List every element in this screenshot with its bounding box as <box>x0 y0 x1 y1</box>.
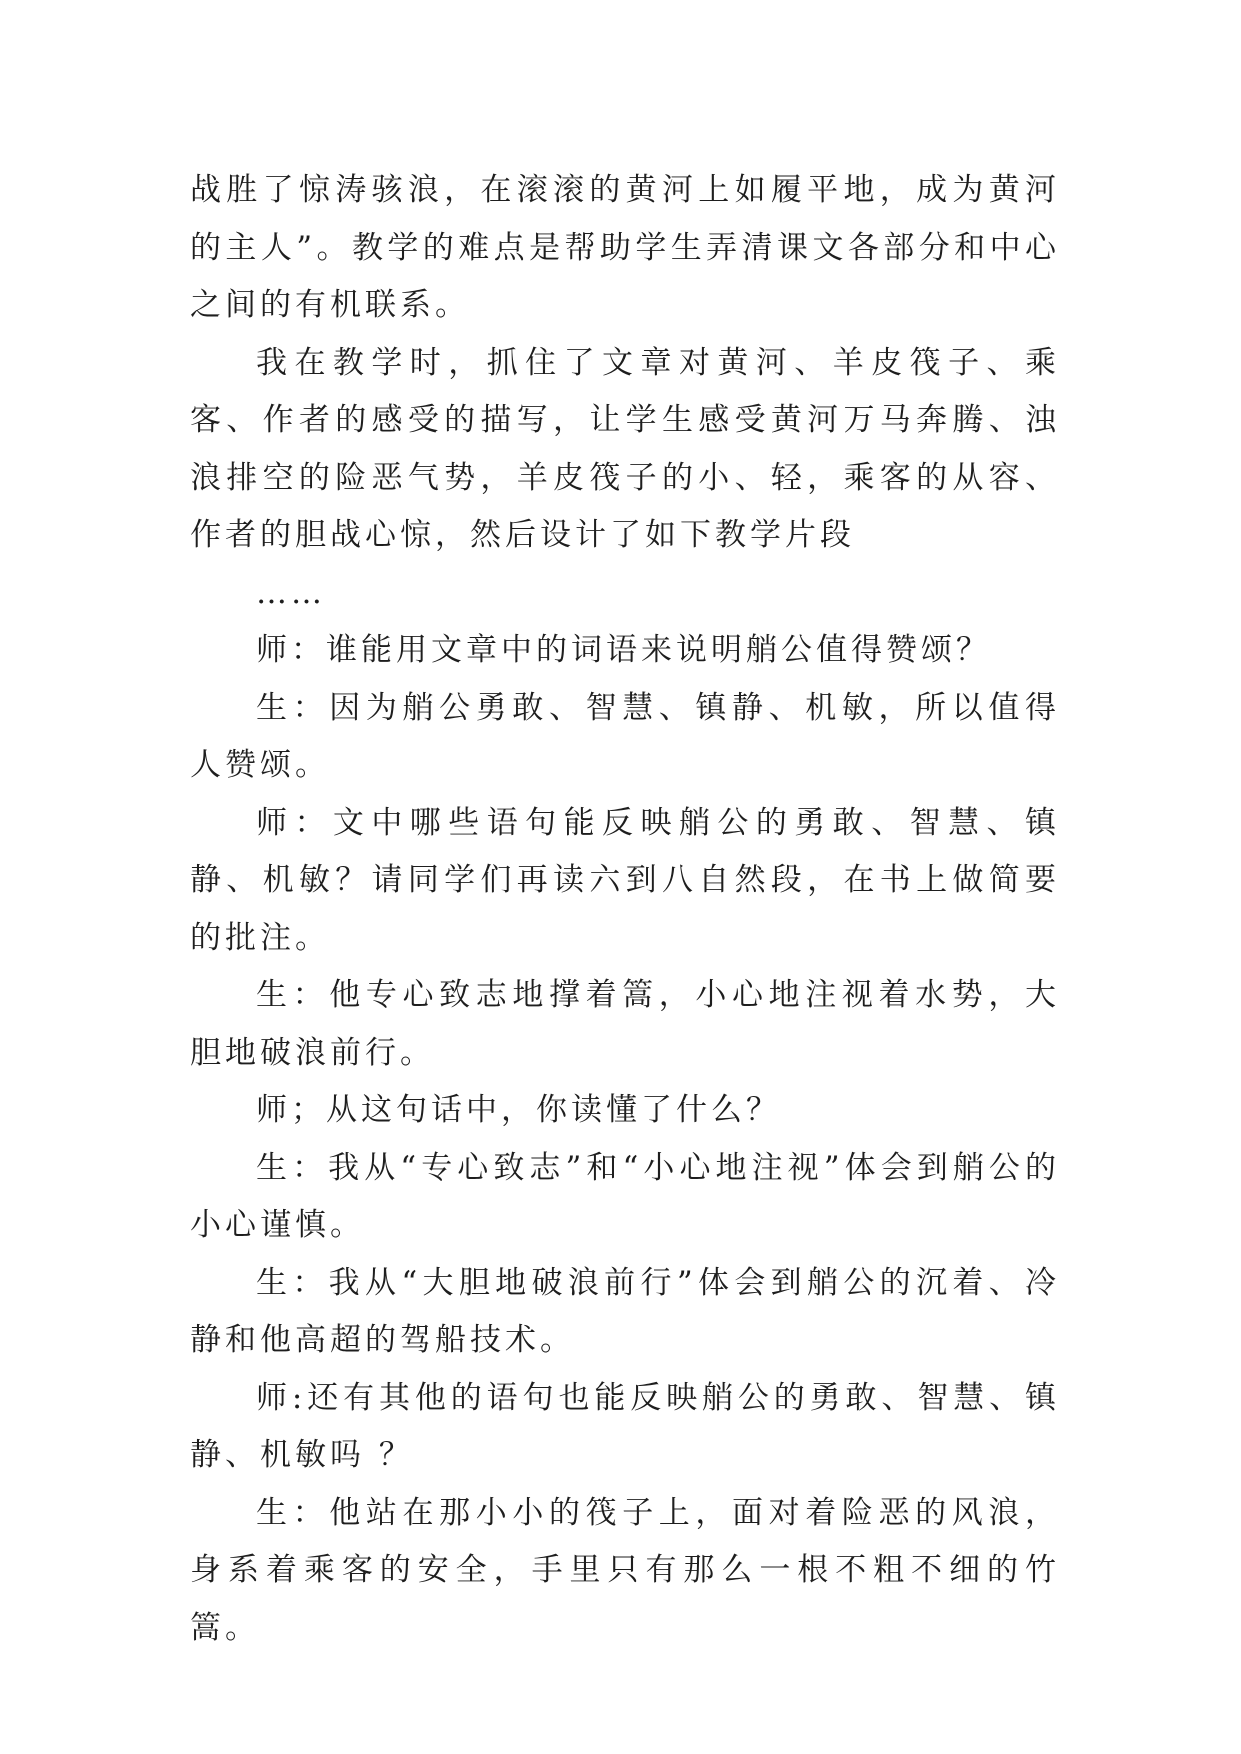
paragraph-teacher-1: 师：谁能用文章中的词语来说明艄公值得赞颂？ <box>256 632 991 668</box>
paragraph-teacher-3: 师；从这句话中，你读懂了什么？ <box>256 1092 781 1128</box>
paragraph-teacher-2: 师：文中哪些语句能反映艄公的勇敢、智慧、镇静、机敏？请同学们再读六到八自然段，在书上做简要的批注。 <box>190 804 1060 956</box>
paragraph-student-5: 生：他站在那小小的筏子上，面对着险恶的风浪，身系着乘客的安全，手里只有那么一根不粗不细的竹篙。 <box>190 1494 1060 1646</box>
document-body <box>190 162 1060 1657</box>
paragraph-student-1: 生：因为艄公勇敢、智慧、镇静、机敏，所以值得人赞颂。 <box>190 689 1060 783</box>
paragraph-ellipsis: …… <box>256 574 326 611</box>
paragraph-student-2: 生：他专心致志地撑着篙，小心地注视着水势，大胆地破浪前行。 <box>190 977 1060 1071</box>
paragraph-student-4: 生：我从“大胆地破浪前行”体会到艄公的沉着、冷静和他高超的驾船技术。 <box>190 1264 1060 1358</box>
paragraph-teacher-4: 师:还有其他的语句也能反映艄公的勇敢、智慧、镇静、机敏吗 ？ <box>190 1379 1060 1473</box>
paragraph-student-3: 生：我从“专心致志”和“小心地注视”体会到艄公的小心谨慎。 <box>190 1149 1060 1243</box>
paragraph-2: 我在教学时，抓住了文章对黄河、羊皮筏子、乘客、作者的感受的描写，让学生感受黄河万马奔腾、浊浪排空的险恶气势，羊皮筏子的小、轻，乘客的从容、作者的胆战心惊，然后设计了如下教学片段 <box>190 344 1060 553</box>
paragraph-1: 战胜了惊涛骇浪，在滚滚的黄河上如履平地，成为黄河的主人”。教学的难点是帮助学生弄清课文各部分和中心之间的有机联系。 <box>190 172 1060 323</box>
